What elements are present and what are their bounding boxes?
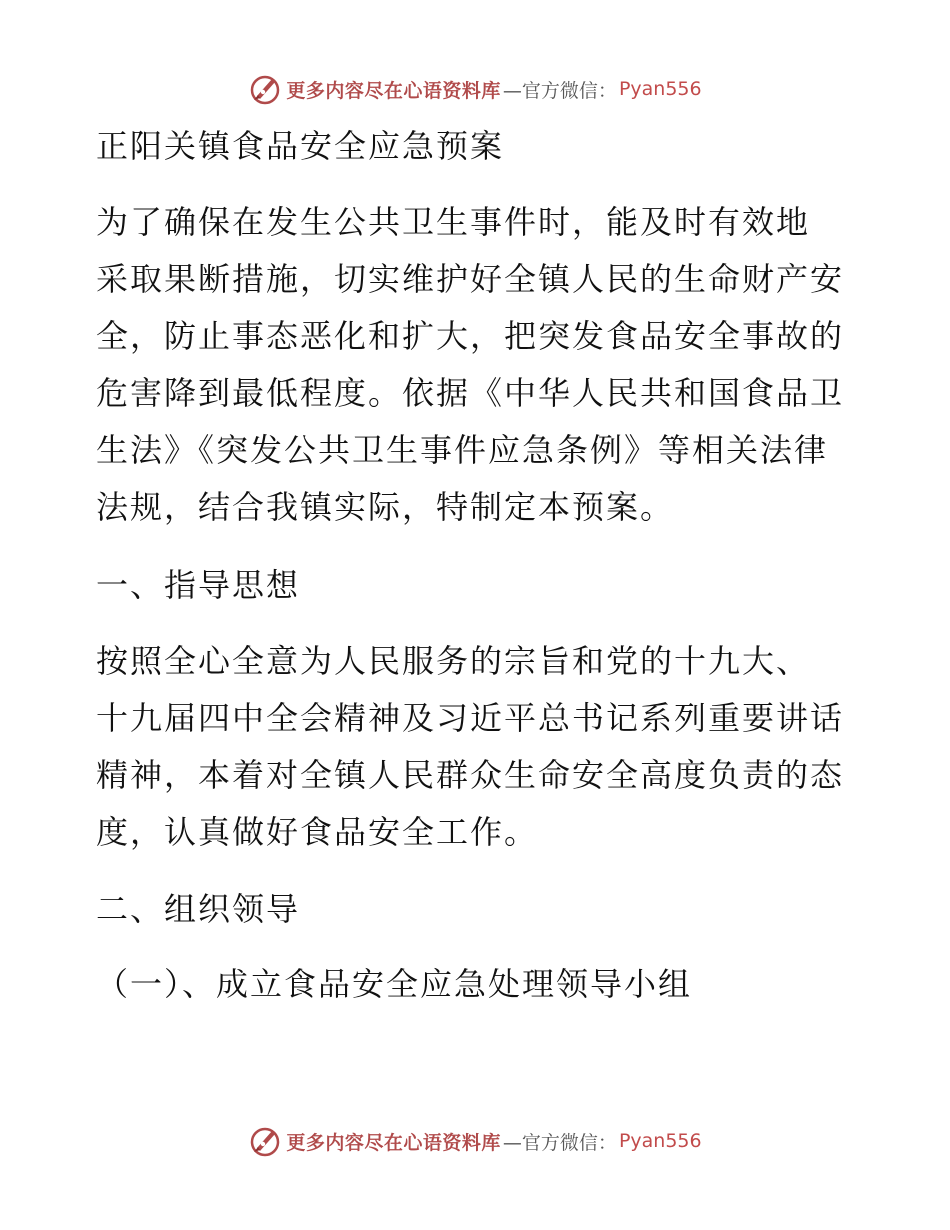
banner-text: 更多内容尽在心语资料库 xyxy=(286,79,501,102)
logo-icon xyxy=(248,72,282,106)
intro-line: 生法》《突发公共卫生事件应急条例》等相关法律 xyxy=(96,431,829,469)
footer-watermark-banner xyxy=(0,1121,950,1161)
section-heading-guiding-ideology: 一、指导思想 xyxy=(96,566,301,604)
section1-line: 按照全心全意为人民服务的宗旨和党的十九大、 xyxy=(96,642,811,680)
intro-line: 危害降到最低程度。依据《中华人民共和国食品卫 xyxy=(96,374,845,412)
intro-line: 为了确保在发生公共卫生事件时，能及时有效地 xyxy=(96,203,811,241)
banner-separator: —官方微信： xyxy=(502,79,617,102)
banner-wechat-id: Pyan556 xyxy=(618,78,702,100)
section1-line: 度，认真做好食品安全工作。 xyxy=(96,813,539,851)
header-watermark-banner xyxy=(0,69,950,109)
intro-line: 采取果断措施，切实维护好全镇人民的生命财产安 xyxy=(96,260,845,298)
banner-text: 更多内容尽在心语资料库 xyxy=(286,1131,501,1154)
subsection-heading-leadership-group: （一）、成立食品安全应急处理领导小组 xyxy=(96,965,693,1003)
logo-icon xyxy=(248,1124,282,1158)
intro-line: 全，防止事态恶化和扩大，把突发食品安全事故的 xyxy=(96,317,845,355)
document-title: 正阳关镇食品安全应急预案 xyxy=(96,127,505,165)
section1-line: 十九届四中全会精神及习近平总书记系列重要讲话 xyxy=(96,699,845,737)
section1-line: 精神，本着对全镇人民群众生命安全高度负责的态 xyxy=(96,756,845,794)
banner-wechat-id: Pyan556 xyxy=(618,1130,702,1152)
banner-separator: —官方微信： xyxy=(502,1131,617,1154)
section-heading-organization: 二、组织领导 xyxy=(96,890,301,928)
intro-line: 法规，结合我镇实际，特制定本预案。 xyxy=(96,488,675,526)
